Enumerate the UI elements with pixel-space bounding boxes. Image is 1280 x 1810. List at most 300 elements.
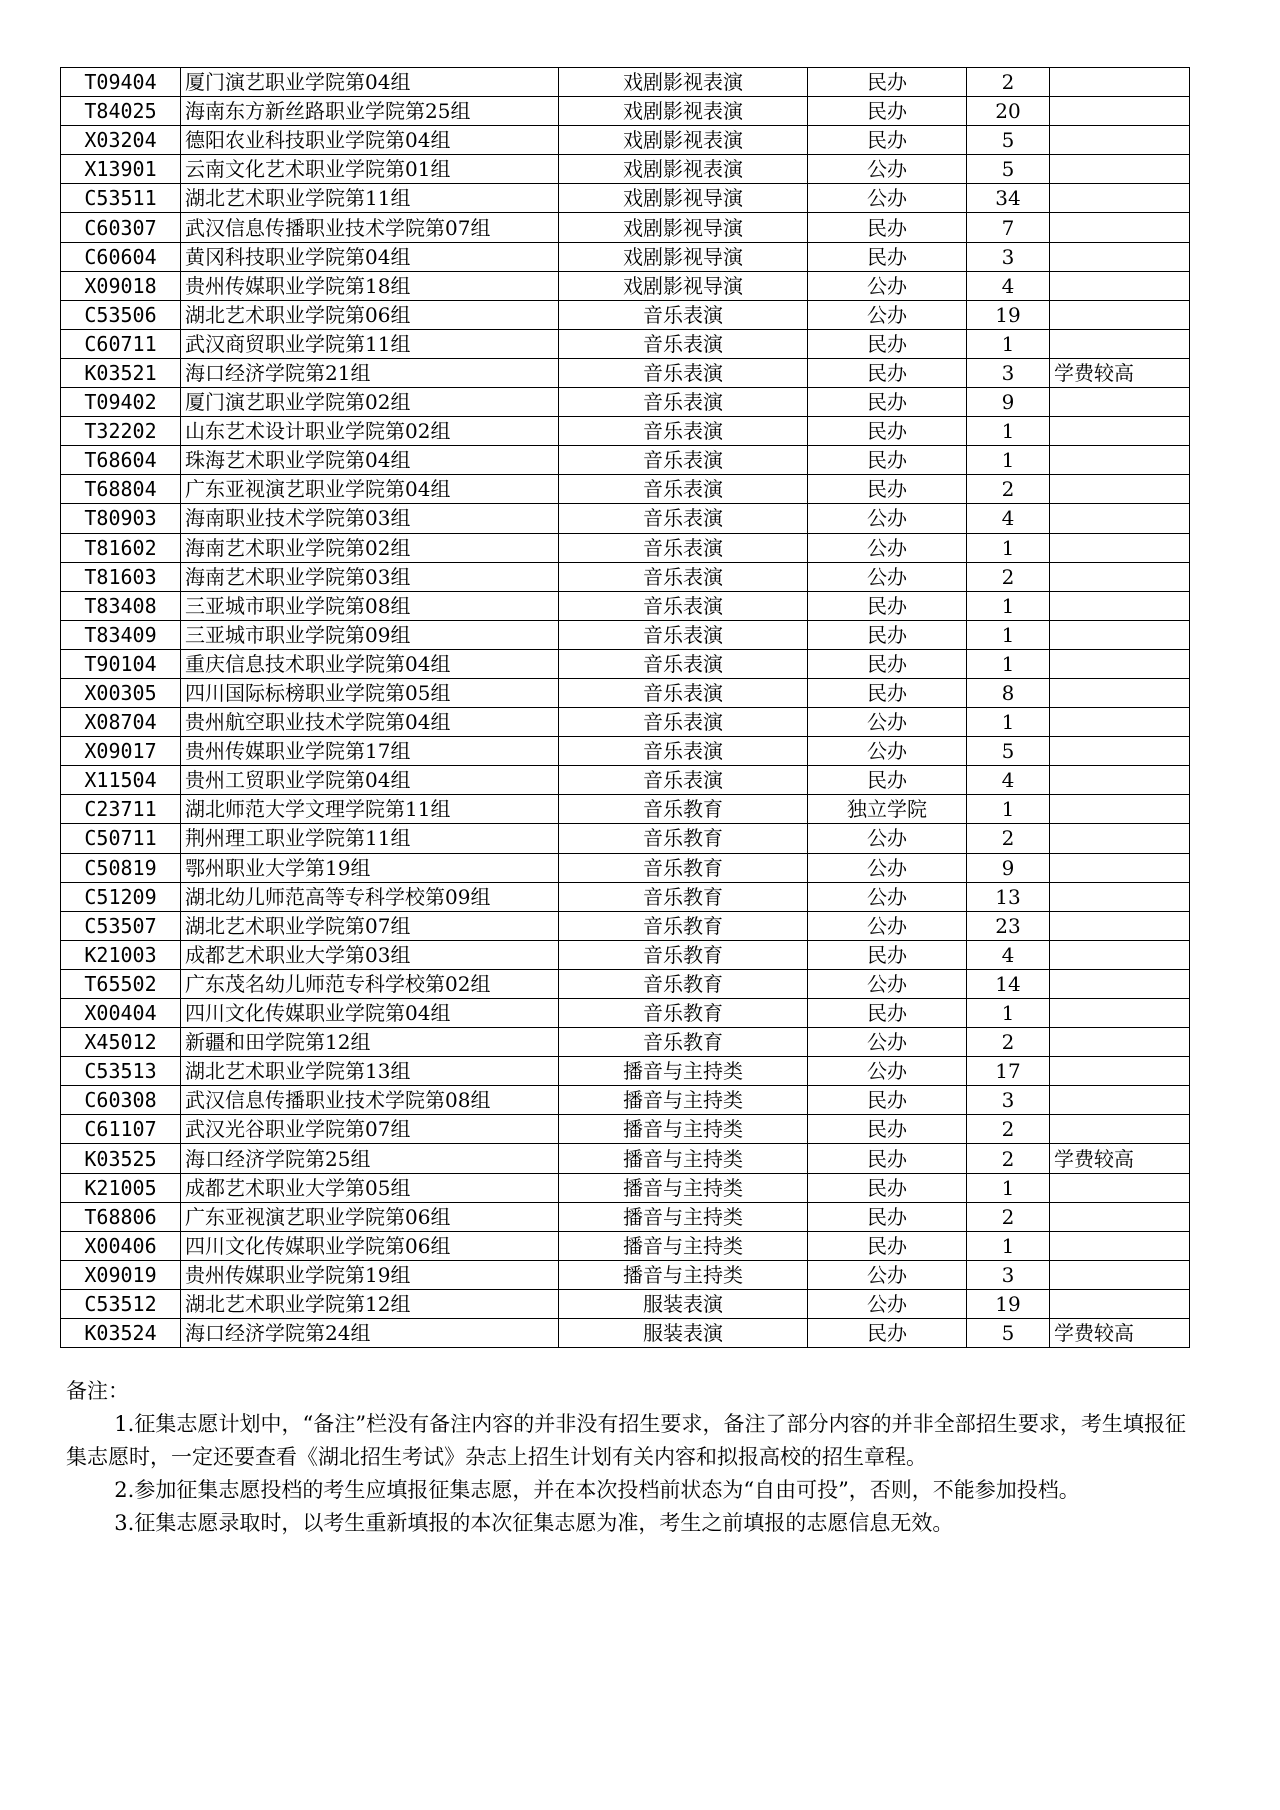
note-cell <box>1050 533 1190 562</box>
note-cell <box>1050 882 1190 911</box>
school-name-cell: 成都艺术职业大学第03组 <box>181 940 559 969</box>
group-code-cell: K03525 <box>61 1144 181 1173</box>
table-row <box>61 766 1190 795</box>
table-row <box>61 475 1190 504</box>
plan-count-cell: 4 <box>967 271 1050 300</box>
plan-count-cell: 5 <box>967 126 1050 155</box>
major-cell: 戏剧影视导演 <box>559 184 808 213</box>
school-type-cell: 公办 <box>808 533 967 562</box>
major-cell: 音乐教育 <box>559 940 808 969</box>
school-name-cell: 海南东方新丝路职业学院第25组 <box>181 97 559 126</box>
school-type-cell: 公办 <box>808 737 967 766</box>
table-row <box>61 1319 1190 1348</box>
plan-count-cell: 1 <box>967 795 1050 824</box>
group-code-cell: T68806 <box>61 1202 181 1231</box>
plan-count-cell: 1 <box>967 649 1050 678</box>
note-cell <box>1050 737 1190 766</box>
group-code-cell: T81603 <box>61 562 181 591</box>
note-cell <box>1050 504 1190 533</box>
major-cell: 播音与主持类 <box>559 1173 808 1202</box>
group-code-cell: T80903 <box>61 504 181 533</box>
major-cell: 播音与主持类 <box>559 1260 808 1289</box>
major-cell: 戏剧影视导演 <box>559 213 808 242</box>
school-type-cell: 公办 <box>808 911 967 940</box>
enrollment-plan-table <box>60 67 1190 1348</box>
major-cell: 播音与主持类 <box>559 1144 808 1173</box>
school-name-cell: 贵州传媒职业学院第17组 <box>181 737 559 766</box>
major-cell: 音乐表演 <box>559 649 808 678</box>
group-code-cell: K21005 <box>61 1173 181 1202</box>
note-cell: 学费较高 <box>1050 1144 1190 1173</box>
note-cell <box>1050 824 1190 853</box>
table-row <box>61 562 1190 591</box>
school-name-cell: 贵州传媒职业学院第19组 <box>181 1260 559 1289</box>
school-type-cell: 民办 <box>808 591 967 620</box>
school-type-cell: 公办 <box>808 562 967 591</box>
table-row <box>61 1057 1190 1086</box>
school-name-cell: 四川国际标榜职业学院第05组 <box>181 678 559 707</box>
plan-count-cell: 1 <box>967 329 1050 358</box>
school-type-cell: 民办 <box>808 242 967 271</box>
group-code-cell: C60711 <box>61 329 181 358</box>
note-cell <box>1050 853 1190 882</box>
plan-count-cell: 9 <box>967 388 1050 417</box>
major-cell: 音乐教育 <box>559 911 808 940</box>
major-cell: 戏剧影视导演 <box>559 242 808 271</box>
plan-count-cell: 5 <box>967 737 1050 766</box>
major-cell: 音乐表演 <box>559 358 808 387</box>
plan-count-cell: 4 <box>967 504 1050 533</box>
group-code-cell: T09404 <box>61 68 181 97</box>
table-row <box>61 97 1190 126</box>
plan-count-cell: 2 <box>967 68 1050 97</box>
group-code-cell: X00404 <box>61 999 181 1028</box>
plan-count-cell: 9 <box>967 853 1050 882</box>
school-type-cell: 民办 <box>808 1144 967 1173</box>
table-row <box>61 708 1190 737</box>
major-cell: 播音与主持类 <box>559 1086 808 1115</box>
table-row <box>61 1086 1190 1115</box>
school-type-cell: 民办 <box>808 1231 967 1260</box>
group-code-cell: C50711 <box>61 824 181 853</box>
plan-count-cell: 19 <box>967 300 1050 329</box>
school-type-cell: 民办 <box>808 940 967 969</box>
school-name-cell: 四川文化传媒职业学院第04组 <box>181 999 559 1028</box>
table-row <box>61 242 1190 271</box>
major-cell: 播音与主持类 <box>559 1057 808 1086</box>
table-row <box>61 824 1190 853</box>
plan-count-cell: 14 <box>967 969 1050 998</box>
major-cell: 音乐表演 <box>559 620 808 649</box>
school-name-cell: 武汉信息传播职业技术学院第08组 <box>181 1086 559 1115</box>
note-cell <box>1050 591 1190 620</box>
major-cell: 音乐表演 <box>559 678 808 707</box>
plan-count-cell: 20 <box>967 97 1050 126</box>
group-code-cell: X09019 <box>61 1260 181 1289</box>
note-cell <box>1050 649 1190 678</box>
school-type-cell: 公办 <box>808 504 967 533</box>
school-name-cell: 海南艺术职业学院第03组 <box>181 562 559 591</box>
school-type-cell: 公办 <box>808 155 967 184</box>
table-row <box>61 1173 1190 1202</box>
table-row <box>61 1028 1190 1057</box>
group-code-cell: K21003 <box>61 940 181 969</box>
group-code-cell: T09402 <box>61 388 181 417</box>
table-row <box>61 417 1190 446</box>
table-row <box>61 940 1190 969</box>
school-name-cell: 湖北艺术职业学院第13组 <box>181 1057 559 1086</box>
school-type-cell: 民办 <box>808 329 967 358</box>
major-cell: 戏剧影视表演 <box>559 155 808 184</box>
major-cell: 音乐表演 <box>559 591 808 620</box>
note-cell <box>1050 271 1190 300</box>
major-cell: 播音与主持类 <box>559 1202 808 1231</box>
school-name-cell: 广东亚视演艺职业学院第04组 <box>181 475 559 504</box>
school-name-cell: 武汉光谷职业学院第07组 <box>181 1115 559 1144</box>
plan-count-cell: 7 <box>967 213 1050 242</box>
school-type-cell: 民办 <box>808 126 967 155</box>
school-name-cell: 广东亚视演艺职业学院第06组 <box>181 1202 559 1231</box>
note-cell: 学费较高 <box>1050 358 1190 387</box>
table-row <box>61 969 1190 998</box>
major-cell: 音乐表演 <box>559 766 808 795</box>
table-row <box>61 620 1190 649</box>
school-name-cell: 重庆信息技术职业学院第04组 <box>181 649 559 678</box>
plan-count-cell: 1 <box>967 620 1050 649</box>
note-item-2: 2.参加征集志愿投档的考生应填报征集志愿，并在本次投档前状态为“自由可投”，否则，不能参加投档。 <box>114 1478 1080 1502</box>
school-name-cell: 湖北艺术职业学院第12组 <box>181 1289 559 1318</box>
group-code-cell: C50819 <box>61 853 181 882</box>
school-name-cell: 湖北艺术职业学院第11组 <box>181 184 559 213</box>
school-name-cell: 厦门演艺职业学院第02组 <box>181 388 559 417</box>
school-name-cell: 山东艺术设计职业学院第02组 <box>181 417 559 446</box>
school-name-cell: 湖北幼儿师范高等专科学校第09组 <box>181 882 559 911</box>
school-name-cell: 海口经济学院第21组 <box>181 358 559 387</box>
notes-section <box>66 1375 1186 1540</box>
plan-count-cell: 2 <box>967 1202 1050 1231</box>
table-row <box>61 300 1190 329</box>
note-cell <box>1050 417 1190 446</box>
school-type-cell: 民办 <box>808 999 967 1028</box>
major-cell: 音乐教育 <box>559 853 808 882</box>
school-type-cell: 民办 <box>808 1173 967 1202</box>
plan-count-cell: 13 <box>967 882 1050 911</box>
major-cell: 服装表演 <box>559 1319 808 1348</box>
note-cell <box>1050 766 1190 795</box>
school-name-cell: 武汉商贸职业学院第11组 <box>181 329 559 358</box>
major-cell: 音乐表演 <box>559 708 808 737</box>
note-cell <box>1050 155 1190 184</box>
school-name-cell: 珠海艺术职业学院第04组 <box>181 446 559 475</box>
table-row <box>61 678 1190 707</box>
note-cell <box>1050 1086 1190 1115</box>
note-cell <box>1050 1173 1190 1202</box>
school-name-cell: 湖北艺术职业学院第06组 <box>181 300 559 329</box>
school-name-cell: 三亚城市职业学院第08组 <box>181 591 559 620</box>
table-row <box>61 388 1190 417</box>
table-row <box>61 126 1190 155</box>
school-name-cell: 鄂州职业大学第19组 <box>181 853 559 882</box>
school-name-cell: 海南艺术职业学院第02组 <box>181 533 559 562</box>
table-row <box>61 1231 1190 1260</box>
major-cell: 音乐表演 <box>559 504 808 533</box>
school-name-cell: 贵州航空职业技术学院第04组 <box>181 708 559 737</box>
major-cell: 音乐教育 <box>559 999 808 1028</box>
school-type-cell: 公办 <box>808 1057 967 1086</box>
note-cell <box>1050 1202 1190 1231</box>
table-row <box>61 213 1190 242</box>
group-code-cell: T84025 <box>61 97 181 126</box>
school-name-cell: 武汉信息传播职业技术学院第07组 <box>181 213 559 242</box>
school-type-cell: 民办 <box>808 213 967 242</box>
group-code-cell: C53512 <box>61 1289 181 1318</box>
plan-count-cell: 3 <box>967 358 1050 387</box>
group-code-cell: X45012 <box>61 1028 181 1057</box>
school-type-cell: 民办 <box>808 678 967 707</box>
major-cell: 音乐表演 <box>559 446 808 475</box>
group-code-cell: T32202 <box>61 417 181 446</box>
school-type-cell: 民办 <box>808 475 967 504</box>
group-code-cell: X13901 <box>61 155 181 184</box>
table-row <box>61 911 1190 940</box>
plan-count-cell: 1 <box>967 533 1050 562</box>
plan-count-cell: 5 <box>967 1319 1050 1348</box>
school-type-cell: 公办 <box>808 1028 967 1057</box>
plan-count-cell: 1 <box>967 446 1050 475</box>
plan-count-cell: 2 <box>967 475 1050 504</box>
table-row <box>61 68 1190 97</box>
major-cell: 戏剧影视表演 <box>559 126 808 155</box>
group-code-cell: C61107 <box>61 1115 181 1144</box>
school-name-cell: 海南职业技术学院第03组 <box>181 504 559 533</box>
group-code-cell: X08704 <box>61 708 181 737</box>
note-cell <box>1050 620 1190 649</box>
note-cell: 学费较高 <box>1050 1319 1190 1348</box>
note-cell <box>1050 184 1190 213</box>
notes-title: 备注： <box>66 1379 129 1403</box>
major-cell: 音乐表演 <box>559 417 808 446</box>
school-name-cell: 新疆和田学院第12组 <box>181 1028 559 1057</box>
plan-count-cell: 34 <box>967 184 1050 213</box>
school-type-cell: 民办 <box>808 1202 967 1231</box>
school-type-cell: 公办 <box>808 300 967 329</box>
school-type-cell: 民办 <box>808 1319 967 1348</box>
table-row <box>61 271 1190 300</box>
note-cell <box>1050 126 1190 155</box>
school-type-cell: 公办 <box>808 882 967 911</box>
note-cell <box>1050 1115 1190 1144</box>
table-row <box>61 533 1190 562</box>
major-cell: 服装表演 <box>559 1289 808 1318</box>
table-row <box>61 882 1190 911</box>
group-code-cell: T68804 <box>61 475 181 504</box>
group-code-cell: C53507 <box>61 911 181 940</box>
note-cell <box>1050 329 1190 358</box>
group-code-cell: C53511 <box>61 184 181 213</box>
major-cell: 音乐教育 <box>559 795 808 824</box>
school-type-cell: 民办 <box>808 97 967 126</box>
group-code-cell: C60307 <box>61 213 181 242</box>
table-row <box>61 795 1190 824</box>
plan-count-cell: 1 <box>967 1231 1050 1260</box>
school-name-cell: 德阳农业科技职业学院第04组 <box>181 126 559 155</box>
note-cell <box>1050 388 1190 417</box>
group-code-cell: K03521 <box>61 358 181 387</box>
school-type-cell: 公办 <box>808 184 967 213</box>
school-name-cell: 湖北师范大学文理学院第11组 <box>181 795 559 824</box>
note-cell <box>1050 795 1190 824</box>
school-type-cell: 公办 <box>808 1260 967 1289</box>
table-row <box>61 184 1190 213</box>
note-cell <box>1050 1260 1190 1289</box>
note-cell <box>1050 969 1190 998</box>
group-code-cell: C51209 <box>61 882 181 911</box>
school-type-cell: 公办 <box>808 271 967 300</box>
major-cell: 音乐表演 <box>559 562 808 591</box>
school-type-cell: 民办 <box>808 620 967 649</box>
table-row <box>61 999 1190 1028</box>
note-cell <box>1050 68 1190 97</box>
plan-count-cell: 19 <box>967 1289 1050 1318</box>
school-name-cell: 四川文化传媒职业学院第06组 <box>181 1231 559 1260</box>
table-row <box>61 1202 1190 1231</box>
note-cell <box>1050 940 1190 969</box>
table-row <box>61 737 1190 766</box>
school-name-cell: 贵州传媒职业学院第18组 <box>181 271 559 300</box>
school-type-cell: 民办 <box>808 388 967 417</box>
note-cell <box>1050 562 1190 591</box>
note-cell <box>1050 213 1190 242</box>
school-type-cell: 公办 <box>808 1289 967 1318</box>
plan-count-cell: 17 <box>967 1057 1050 1086</box>
major-cell: 音乐表演 <box>559 475 808 504</box>
major-cell: 音乐表演 <box>559 533 808 562</box>
school-type-cell: 民办 <box>808 1086 967 1115</box>
major-cell: 音乐教育 <box>559 882 808 911</box>
group-code-cell: C23711 <box>61 795 181 824</box>
group-code-cell: X03204 <box>61 126 181 155</box>
plan-count-cell: 5 <box>967 155 1050 184</box>
table-row <box>61 1289 1190 1318</box>
table-row <box>61 591 1190 620</box>
plan-count-cell: 3 <box>967 1260 1050 1289</box>
school-type-cell: 独立学院 <box>808 795 967 824</box>
table-row <box>61 358 1190 387</box>
note-cell <box>1050 1289 1190 1318</box>
note-cell <box>1050 475 1190 504</box>
group-code-cell: K03524 <box>61 1319 181 1348</box>
table-row <box>61 1260 1190 1289</box>
school-name-cell: 三亚城市职业学院第09组 <box>181 620 559 649</box>
group-code-cell: T81602 <box>61 533 181 562</box>
plan-count-cell: 23 <box>967 911 1050 940</box>
note-cell <box>1050 446 1190 475</box>
school-name-cell: 黄冈科技职业学院第04组 <box>181 242 559 271</box>
plan-count-cell: 2 <box>967 824 1050 853</box>
school-type-cell: 民办 <box>808 649 967 678</box>
school-name-cell: 云南文化艺术职业学院第01组 <box>181 155 559 184</box>
table-row <box>61 853 1190 882</box>
group-code-cell: T68604 <box>61 446 181 475</box>
major-cell: 音乐表演 <box>559 737 808 766</box>
table-row <box>61 504 1190 533</box>
group-code-cell: T65502 <box>61 969 181 998</box>
school-name-cell: 成都艺术职业大学第05组 <box>181 1173 559 1202</box>
major-cell: 播音与主持类 <box>559 1115 808 1144</box>
note-cell <box>1050 999 1190 1028</box>
group-code-cell: C60308 <box>61 1086 181 1115</box>
table-body <box>61 68 1190 1348</box>
plan-count-cell: 2 <box>967 1028 1050 1057</box>
major-cell: 音乐表演 <box>559 388 808 417</box>
note-cell <box>1050 300 1190 329</box>
table-row <box>61 155 1190 184</box>
plan-count-cell: 1 <box>967 591 1050 620</box>
school-name-cell: 海口经济学院第25组 <box>181 1144 559 1173</box>
major-cell: 音乐教育 <box>559 1028 808 1057</box>
note-item-1: 1.征集志愿计划中，“备注”栏没有备注内容的并非没有招生要求，备注了部分内容的并非全部招生要求，考生填报征集志愿时，一定还要查看《湖北招生考试》杂志上招生计划有关内容和拟报高校的招生章程。 <box>66 1412 1186 1469</box>
major-cell: 音乐教育 <box>559 969 808 998</box>
major-cell: 音乐教育 <box>559 824 808 853</box>
group-code-cell: C53506 <box>61 300 181 329</box>
plan-count-cell: 2 <box>967 562 1050 591</box>
table-row <box>61 1144 1190 1173</box>
group-code-cell: T90104 <box>61 649 181 678</box>
school-type-cell: 民办 <box>808 766 967 795</box>
group-code-cell: X00305 <box>61 678 181 707</box>
group-code-cell: X00406 <box>61 1231 181 1260</box>
school-type-cell: 民办 <box>808 417 967 446</box>
table-row <box>61 329 1190 358</box>
school-type-cell: 公办 <box>808 853 967 882</box>
group-code-cell: X11504 <box>61 766 181 795</box>
group-code-cell: X09018 <box>61 271 181 300</box>
note-cell <box>1050 1231 1190 1260</box>
note-cell <box>1050 708 1190 737</box>
note-cell <box>1050 911 1190 940</box>
table-row <box>61 649 1190 678</box>
major-cell: 播音与主持类 <box>559 1231 808 1260</box>
major-cell: 音乐表演 <box>559 329 808 358</box>
major-cell: 戏剧影视表演 <box>559 68 808 97</box>
note-cell <box>1050 242 1190 271</box>
plan-count-cell: 1 <box>967 1173 1050 1202</box>
plan-count-cell: 4 <box>967 766 1050 795</box>
note-item-3: 3.征集志愿录取时，以考生重新填报的本次征集志愿为准，考生之前填报的志愿信息无效。 <box>114 1511 954 1535</box>
school-type-cell: 民办 <box>808 68 967 97</box>
note-cell <box>1050 97 1190 126</box>
school-name-cell: 荆州理工职业学院第11组 <box>181 824 559 853</box>
major-cell: 戏剧影视导演 <box>559 271 808 300</box>
plan-count-cell: 1 <box>967 708 1050 737</box>
school-type-cell: 民办 <box>808 1115 967 1144</box>
group-code-cell: T83409 <box>61 620 181 649</box>
plan-count-cell: 8 <box>967 678 1050 707</box>
school-type-cell: 民办 <box>808 446 967 475</box>
note-cell <box>1050 1057 1190 1086</box>
major-cell: 戏剧影视表演 <box>559 97 808 126</box>
school-name-cell: 海口经济学院第24组 <box>181 1319 559 1348</box>
plan-count-cell: 2 <box>967 1144 1050 1173</box>
note-cell <box>1050 1028 1190 1057</box>
plan-count-cell: 1 <box>967 999 1050 1028</box>
school-type-cell: 公办 <box>808 969 967 998</box>
school-type-cell: 民办 <box>808 358 967 387</box>
plan-count-cell: 1 <box>967 417 1050 446</box>
plan-count-cell: 3 <box>967 242 1050 271</box>
plan-count-cell: 3 <box>967 1086 1050 1115</box>
group-code-cell: C53513 <box>61 1057 181 1086</box>
